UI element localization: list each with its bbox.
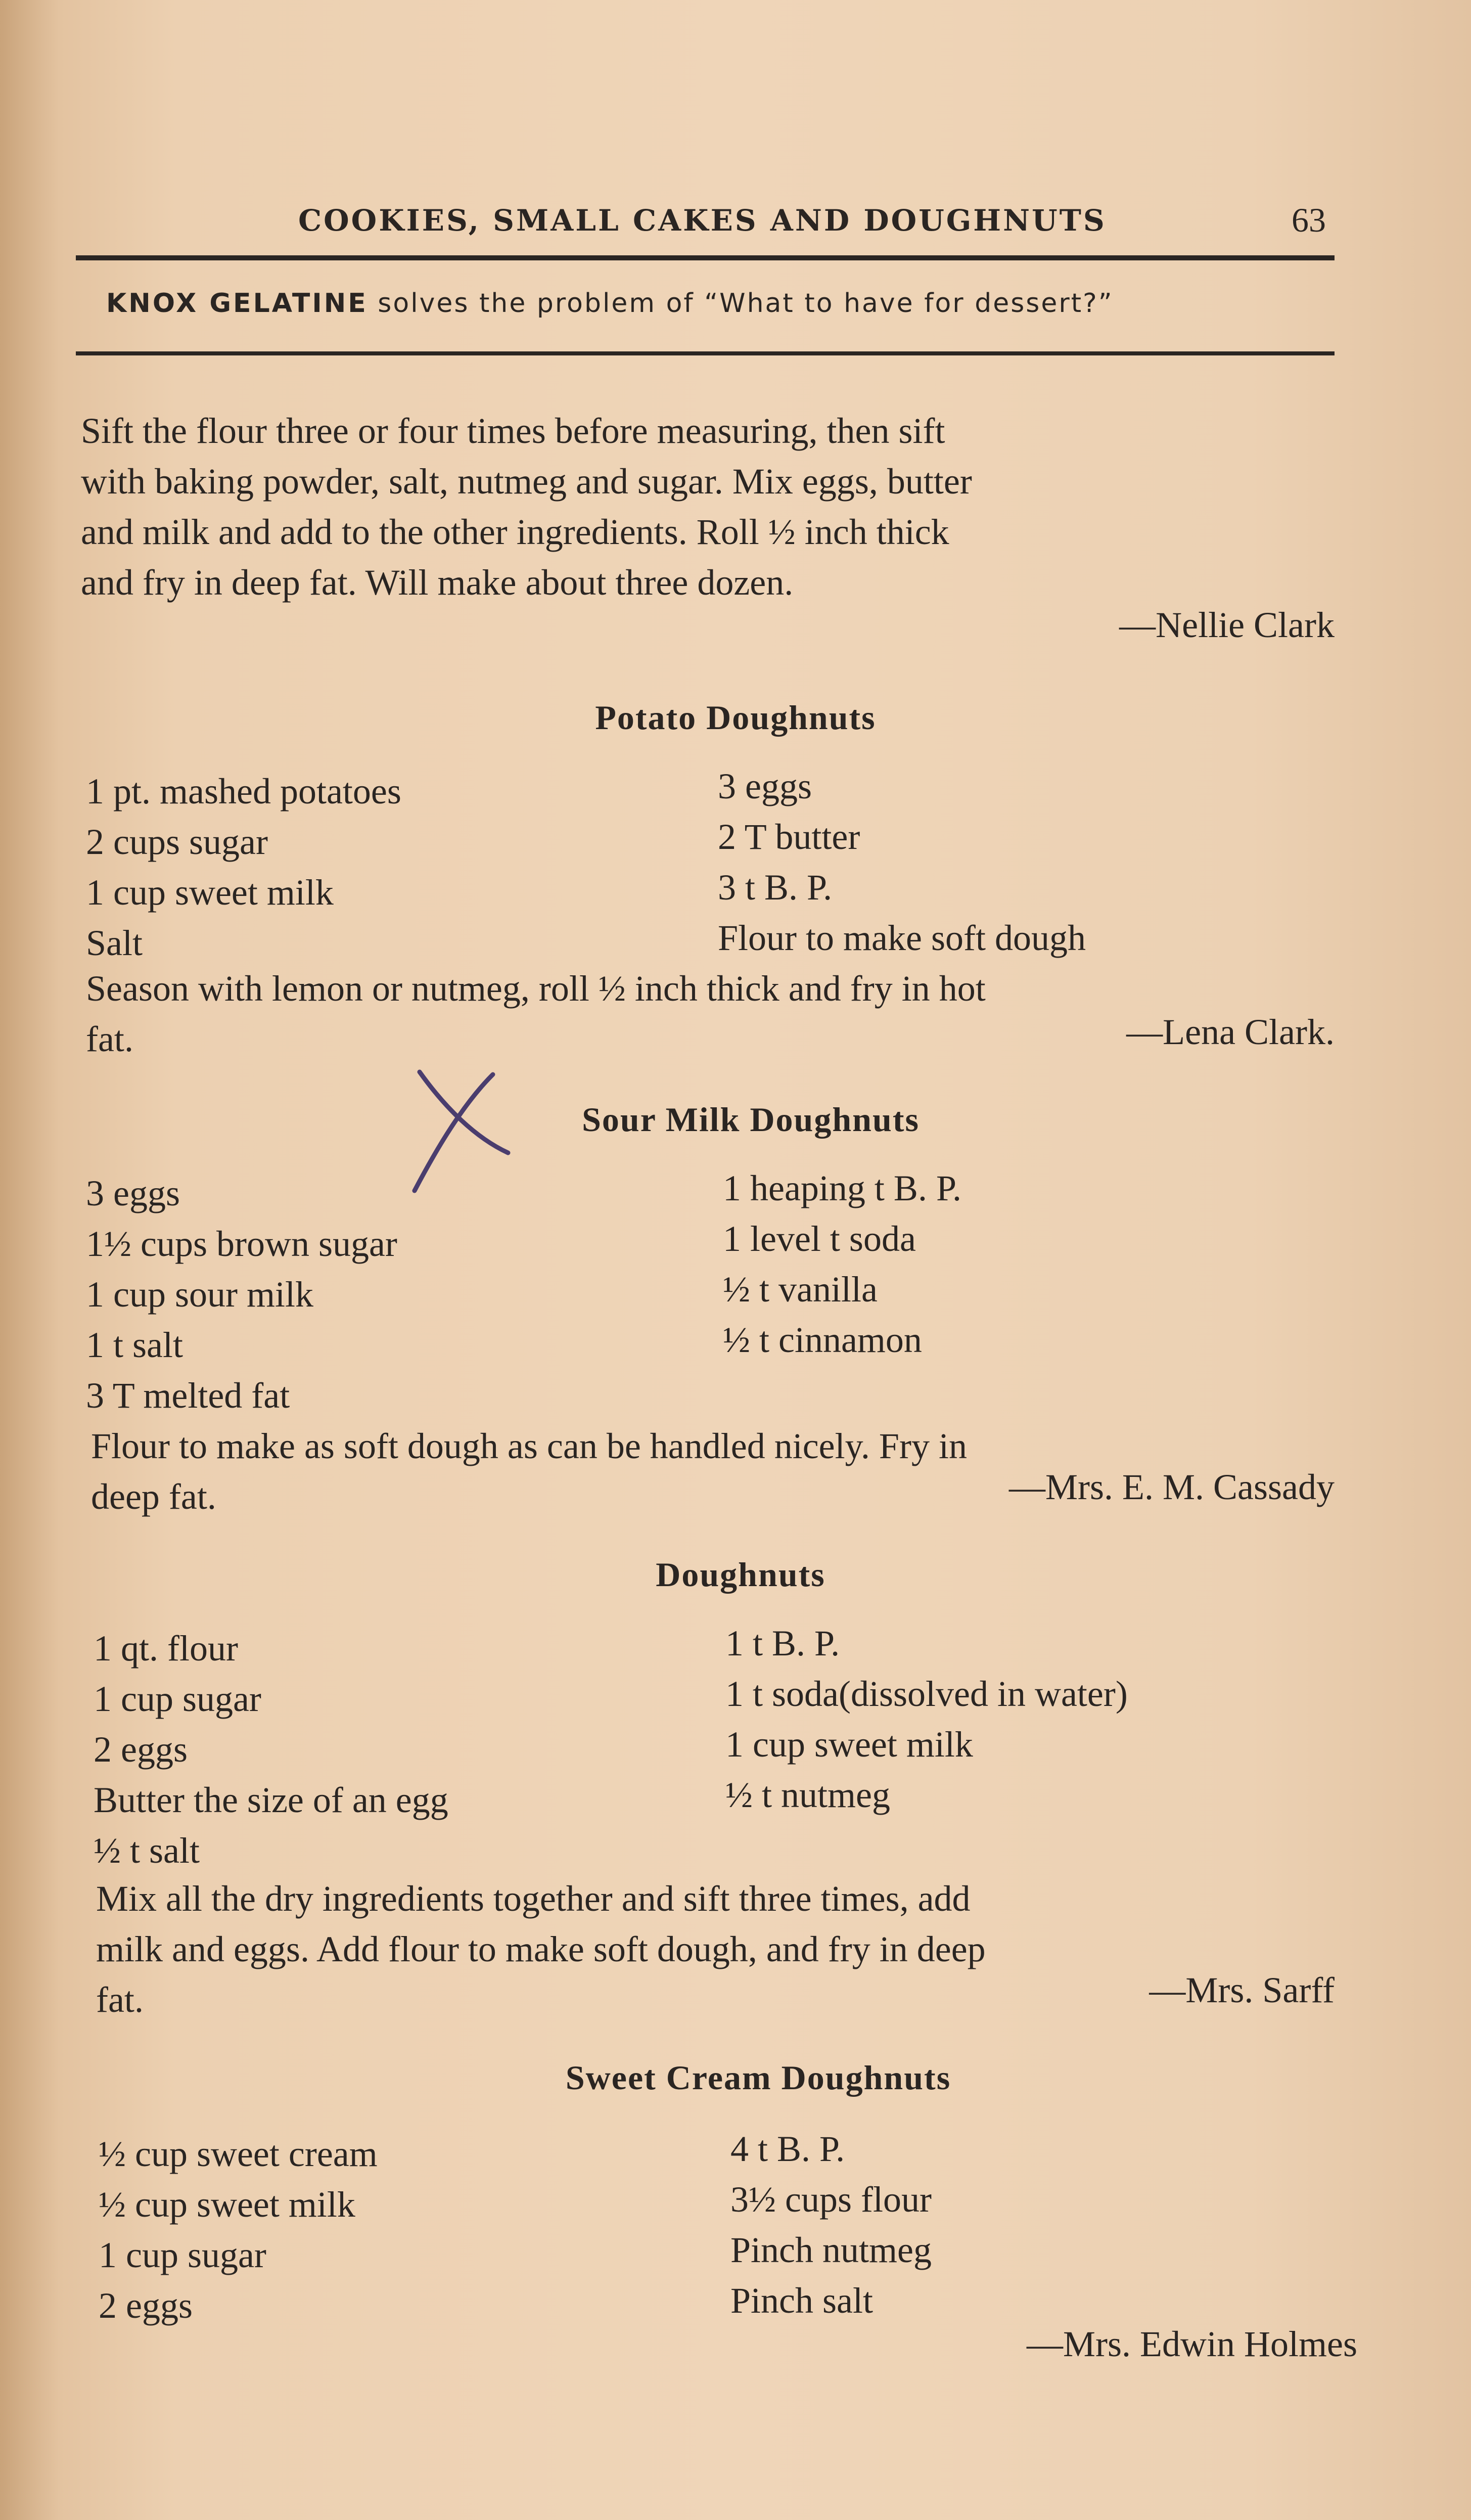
ingredient: 3½ cups flour: [730, 2179, 932, 2220]
recipe-title-potato-doughnuts: Potato Doughnuts: [595, 698, 876, 737]
ingredient: Pinch salt: [730, 2280, 873, 2321]
intro-line: and fry in deep fat. Will make about three dozen.: [81, 562, 794, 603]
ingredient: ½ cup sweet milk: [99, 2184, 355, 2225]
recipe-title-sweet-cream-doughnuts: Sweet Cream Doughnuts: [565, 2058, 951, 2097]
ingredients-right-sweet-cream: [730, 2124, 932, 2326]
ingredient: 1 level t soda: [723, 1219, 916, 1259]
ingredient: ½ cup sweet cream: [99, 2134, 378, 2174]
ingredient: 1 t salt: [86, 1325, 183, 1365]
ingredient: 2 eggs: [94, 1729, 188, 1770]
method-line: Mix all the dry ingredients together and sift three times, add: [96, 1878, 971, 1919]
page-number: 63: [1292, 201, 1326, 239]
ingredient: 2 eggs: [99, 2285, 193, 2326]
ingredient: ½ t vanilla: [723, 1269, 878, 1310]
ingredient: 1 cup sugar: [99, 2235, 266, 2275]
intro-line: with baking powder, salt, nutmeg and sugar. Mix eggs, butter: [81, 461, 972, 502]
ingredient: 1 qt. flour: [94, 1628, 238, 1669]
method-line: fat.: [96, 1979, 144, 2020]
ingredient: 1 cup sour milk: [86, 1274, 313, 1315]
ingredient: 2 T butter: [718, 817, 860, 857]
intro-line: Sift the flour three or four times before measuring, then sift: [81, 411, 945, 451]
recipe-title-sour-milk-doughnuts: Sour Milk Doughnuts: [582, 1100, 920, 1139]
header-rule-top: [76, 255, 1335, 260]
ingredient: 1 cup sweet milk: [86, 872, 334, 913]
header-rule-bottom: [76, 351, 1335, 355]
method-line: fat.: [86, 1019, 133, 1059]
ingredients-left-sour-milk: [86, 1168, 397, 1421]
ingredient: ½ t cinnamon: [723, 1320, 922, 1360]
intro-author: —Nellie Clark: [1119, 605, 1335, 645]
method-line: Season with lemon or nutmeg, roll ½ inch thick and fry in hot: [86, 968, 986, 1009]
ingredient: 1 cup sweet milk: [725, 1724, 973, 1765]
ingredient: 1 cup sugar: [94, 1679, 261, 1719]
recipe-title-doughnuts: Doughnuts: [656, 1555, 825, 1594]
author-potato: —Lena Clark.: [1126, 1012, 1335, 1052]
banner-text: solves the problem of “What to have for dessert?”: [378, 288, 1114, 319]
author-sour-milk: —Mrs. E. M. Cassady: [1009, 1467, 1335, 1507]
method-line: deep fat.: [91, 1476, 216, 1517]
ingredient: 3 t B. P.: [718, 867, 833, 908]
ingredients-right-sour-milk: [723, 1163, 961, 1365]
ingredient: ½ t nutmeg: [725, 1775, 890, 1815]
ingredients-left-doughnuts: [94, 1623, 448, 1876]
ingredient: 3 eggs: [86, 1173, 180, 1213]
author-sweet-cream: —Mrs. Edwin Holmes: [1027, 2324, 1357, 2364]
ingredient: Flour to make soft dough: [718, 918, 1086, 958]
ingredients-left-sweet-cream: [99, 2129, 378, 2331]
advert-banner: [106, 288, 1114, 319]
method-line: milk and eggs. Add flour to make soft dough, and fry in deep: [96, 1929, 986, 1969]
ingredient: 3 eggs: [718, 766, 812, 806]
intro-paragraph: [81, 406, 1345, 608]
ingredient: 1 pt. mashed potatoes: [86, 771, 401, 812]
ingredient: 1 heaping t B. P.: [723, 1168, 962, 1208]
ingredients-left-potato: [86, 766, 401, 968]
ingredients-right-doughnuts: [725, 1618, 1128, 1820]
ingredient: 2 cups sugar: [86, 822, 268, 862]
ingredient: Pinch nutmeg: [730, 2230, 932, 2270]
ingredient: Salt: [86, 923, 143, 963]
author-doughnuts: —Mrs. Sarff: [1149, 1970, 1335, 2010]
method-line: Flour to make as soft dough as can be handled nicely. Fry in: [91, 1426, 967, 1466]
ingredient: ½ t salt: [94, 1830, 200, 1871]
ingredient: 4 t B. P.: [730, 2129, 845, 2169]
ingredient: 1 t B. P.: [725, 1623, 840, 1663]
intro-line: and milk and add to the other ingredients. Roll ½ inch thick: [81, 512, 949, 552]
ingredient: Butter the size of an egg: [94, 1780, 448, 1820]
running-head: COOKIES, SMALL CAKES AND DOUGHNUTS: [298, 203, 1107, 238]
ingredient: 1 t soda(dissolved in water): [725, 1674, 1128, 1714]
ingredient: 1½ cups brown sugar: [86, 1224, 397, 1264]
ingredient: 3 T melted fat: [86, 1375, 290, 1416]
banner-brand: KNOX GELATINE: [106, 288, 368, 319]
ingredients-right-potato: [718, 761, 1086, 963]
